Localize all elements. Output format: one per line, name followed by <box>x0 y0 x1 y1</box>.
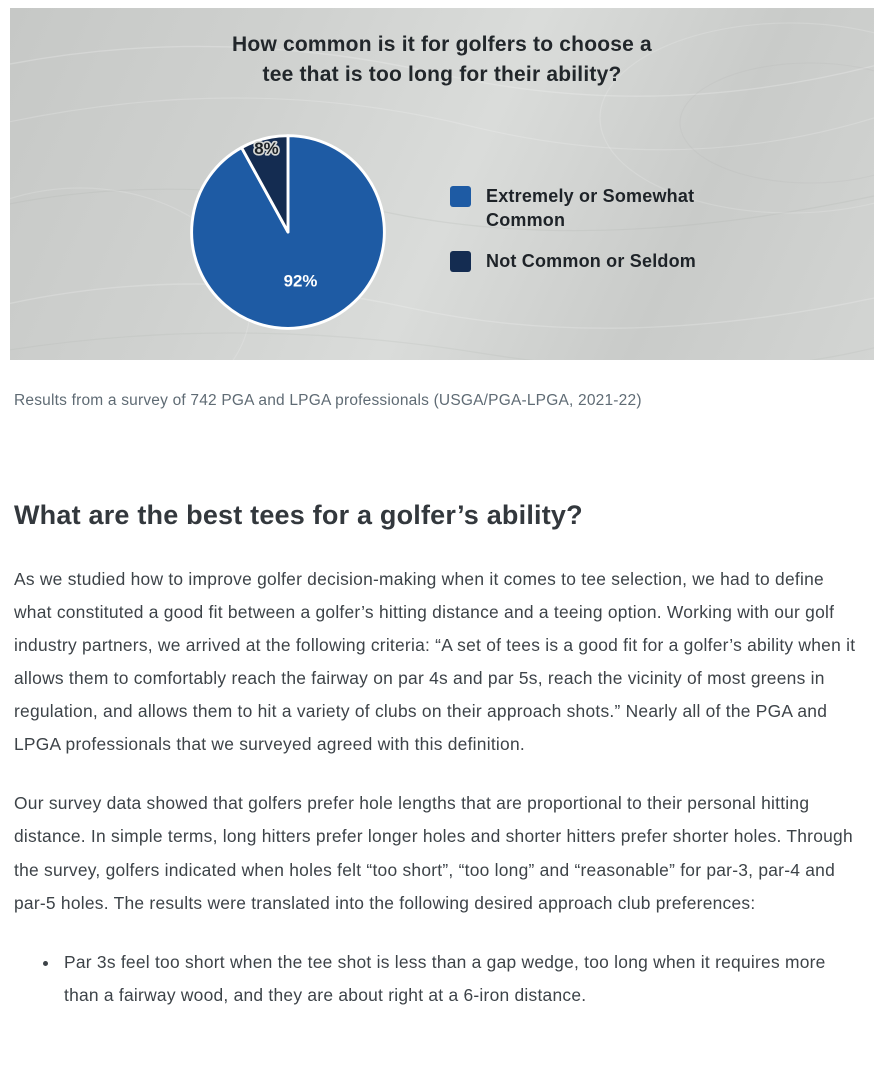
legend-item-common <box>450 184 712 233</box>
svg-text:8%: 8% <box>254 138 279 158</box>
chart-legend <box>450 184 712 273</box>
section-heading: What are the best tees for a golfer’s ability? <box>14 500 583 530</box>
list-item-par3: • Par 3s feel too short when the tee shot is less than a gap wedge, too long when it requires more than a fairway wood, and they are about right at a 6-iron distance. <box>60 946 856 1012</box>
legend-label-common: Extremely or Somewhat Common <box>486 186 695 231</box>
legend-swatch-common <box>450 186 471 207</box>
legend-label-seldom: Not Common or Seldom <box>486 250 696 271</box>
chart-title-line2: tee that is too long for their ability? <box>262 63 622 87</box>
paragraph-survey-results: Our survey data showed that golfers prefer hole lengths that are proportional to their personal hitting distance. In simple terms, long hitters prefer longer holes and shorter hitters prefer shorter holes. Through the survey, golfers indicated when holes felt “too short”, “too long” and “reasonable” for par-3, par-4 and par-5 holes. The results were translated into the following desired approach club preferences: <box>14 793 853 913</box>
legend-swatch-seldom <box>450 251 471 272</box>
survey-chart-figure <box>10 8 874 360</box>
article-body <box>0 392 884 1012</box>
pie-chart-svg <box>182 126 394 338</box>
chart-title <box>10 30 874 91</box>
figure-caption: Results from a survey of 742 PGA and LPGA professionals (USGA/PGA-LPGA, 2021-22) <box>14 392 642 409</box>
pie-chart <box>182 126 394 338</box>
svg-text:92%: 92% <box>283 271 318 291</box>
article-page <box>0 8 884 1012</box>
legend-item-seldom <box>450 249 712 273</box>
paragraph-definition: As we studied how to improve golfer decision-making when it comes to tee selection, we had to define what constituted a good fit between a golfer’s hitting distance and a teeing option. Working with our golf industry partners, we arrived at the following criteria: “A set of tees is a good fit for a golfer’s ability when it allows them to comfortably reach the fairway on par 4s and par 5s, reach the vicinity of most greens in regulation, and allows them to hit a variety of clubs on their approach shots.” Nearly all of the PGA and LPGA professionals that we surveyed agreed with this definition. <box>14 569 856 755</box>
club-preference-list <box>14 946 856 1012</box>
chart-title-line1: How common is it for golfers to choose a <box>232 33 652 56</box>
